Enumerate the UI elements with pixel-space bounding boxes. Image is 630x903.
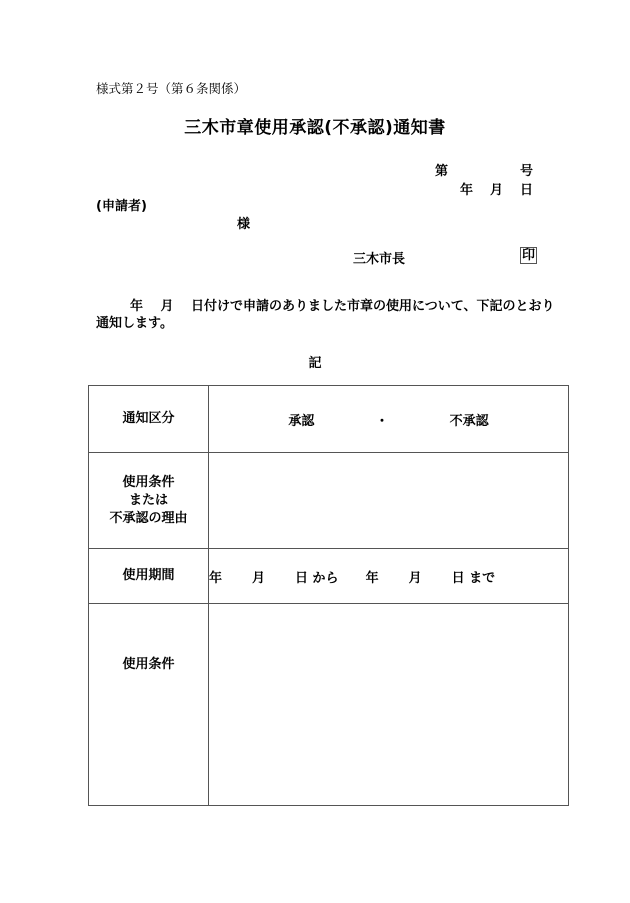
number-prefix: 第: [435, 164, 449, 179]
seal-mark: [520, 247, 537, 264]
approval-cell: [209, 386, 569, 453]
period-to-month: 月: [408, 570, 422, 586]
number-suffix: 号: [520, 164, 534, 179]
conditions-header-line3: 不承認の理由: [109, 510, 188, 526]
conditions-header-line1: 使用条件: [122, 474, 175, 490]
usage-period-header: 使用期間: [89, 549, 209, 604]
table-row: [89, 453, 569, 549]
conditions-header-line2: または: [128, 492, 168, 508]
conditions-or-reason-header: [89, 453, 209, 549]
separator-dot: ・: [375, 413, 389, 429]
period-from-year: 年: [209, 570, 223, 586]
document-title: 三木市章使用承認(不承認)通知書: [184, 118, 446, 138]
period-from-month: 月: [252, 570, 266, 586]
usage-period-cell: [209, 549, 569, 604]
date-year: 年: [460, 183, 474, 198]
usage-conditions-header: 使用条件: [89, 604, 209, 806]
form-number-label: 様式第２号（第６条関係）: [96, 81, 247, 96]
disapprove-option: 不承認: [449, 413, 489, 429]
table-row: [89, 386, 569, 453]
honorific-sama: 様: [237, 217, 251, 232]
table-row: [89, 549, 569, 604]
date-day: 日: [520, 183, 534, 198]
date-month: 月: [490, 183, 504, 198]
notice-body: 年 月 日付けで申請のありました市章の使用について、下記のとおり通知します。: [96, 299, 555, 331]
period-to-day: 日 まで: [451, 570, 496, 586]
table-row: [89, 604, 569, 806]
ki-heading: 記: [308, 356, 322, 371]
seal-label: 印: [522, 248, 536, 263]
approve-option: 承認: [288, 413, 315, 429]
notice-category-header: 通知区分: [89, 386, 209, 453]
conditions-or-reason-cell: [209, 453, 569, 549]
issuer-name: 三木市長: [353, 252, 406, 267]
usage-conditions-cell: [209, 604, 569, 806]
period-from-day: 日 から: [295, 570, 339, 586]
period-to-year: 年: [365, 570, 379, 586]
applicant-label: (申請者): [96, 199, 147, 214]
details-table: [88, 385, 569, 806]
